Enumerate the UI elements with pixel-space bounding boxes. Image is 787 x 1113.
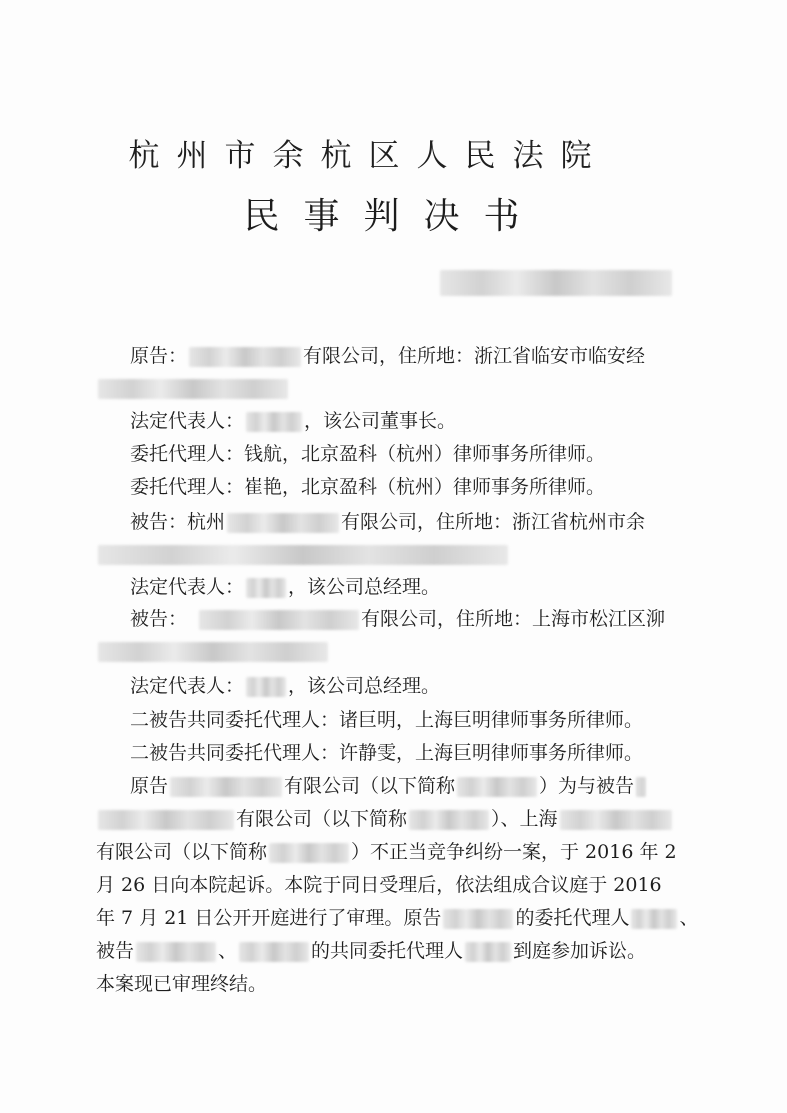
defendant2-address-cont <box>96 638 330 664</box>
body-text: 的共同委托代理人 <box>311 940 464 962</box>
redaction <box>199 610 359 630</box>
legal-rep-label: 法定代表人： <box>130 410 245 432</box>
body-line-7: 本案现已审理终结。 <box>96 973 268 995</box>
redaction <box>136 942 216 962</box>
court-name: 杭州市余杭区人民法院 <box>128 138 609 174</box>
redaction <box>246 677 286 697</box>
redaction <box>189 347 301 367</box>
body-line-2 <box>96 806 674 832</box>
legal-rep-label: 法定代表人： <box>130 576 245 598</box>
redaction <box>227 513 339 533</box>
redaction <box>98 379 288 399</box>
plaintiff-agent-2: 委托代理人：崔艳，北京盈科（杭州）律师事务所律师。 <box>130 476 606 498</box>
body-text: ）为与被告 <box>539 775 635 797</box>
redaction <box>269 843 349 863</box>
plaintiff-agent-1: 委托代理人：钱航，北京盈科（杭州）律师事务所律师。 <box>130 443 606 465</box>
body-text: 有限公司（以下简称 <box>96 841 268 863</box>
body-text: ）、上海 <box>491 808 558 830</box>
defendant1-line <box>130 509 645 535</box>
defendant2-line <box>130 606 665 632</box>
joint-agent-2: 二被告共同委托代理人：许静雯，上海巨明律师事务所律师。 <box>130 742 644 764</box>
redaction <box>239 942 309 962</box>
redaction <box>98 642 328 662</box>
defendant2-label: 被告： <box>130 608 188 630</box>
body-line-3 <box>96 839 677 865</box>
body-line-1 <box>130 773 648 799</box>
body-text: 原告 <box>130 775 169 797</box>
body-text: 到庭参加诉讼。 <box>513 940 647 962</box>
defendant1-legal-rep <box>130 574 440 600</box>
redaction <box>98 545 508 565</box>
redaction <box>246 412 302 432</box>
body-text: 、 <box>218 940 238 962</box>
defendant1-prefix: 被告：杭州 <box>130 511 226 533</box>
body-text: 被告 <box>96 940 135 962</box>
body-text: ）不正当竞争纠纷一案，于 2016 年 2 <box>351 841 677 863</box>
plaintiff-address-cont <box>96 375 290 401</box>
redaction <box>246 578 286 598</box>
redaction <box>170 777 282 797</box>
joint-agent-1: 二被告共同委托代理人：诸巨明，上海巨明律师事务所律师。 <box>130 709 644 731</box>
body-text: 的委托代理人 <box>515 907 630 929</box>
body-text: 有限公司（以下简称 <box>236 808 408 830</box>
redaction <box>409 810 489 830</box>
plaintiff-label: 原告： <box>130 345 188 367</box>
case-number-redacted <box>440 270 672 296</box>
redaction <box>465 942 511 962</box>
plaintiff-legal-rep <box>130 408 456 434</box>
defendant2-legal-rep <box>130 673 440 699</box>
legal-rep-label: 法定代表人： <box>130 675 245 697</box>
document-type-title: 民事判决书 <box>243 196 544 237</box>
body-text: 、 <box>679 907 699 929</box>
defendant1-address-cont <box>96 541 510 567</box>
redaction <box>560 810 672 830</box>
legal-rep-suffix: ，该公司总经理。 <box>288 576 441 598</box>
legal-rep-suffix: ，该公司董事长。 <box>304 410 457 432</box>
body-text: 年 7 月 21 日公开开庭进行了审理。原告 <box>96 907 442 929</box>
defendant1-address: 有限公司，住所地：浙江省杭州市余 <box>341 511 646 533</box>
redaction <box>631 909 677 929</box>
redaction <box>457 777 537 797</box>
redaction <box>636 777 646 797</box>
redaction <box>443 909 513 929</box>
body-line-5 <box>96 905 698 931</box>
plaintiff-line <box>130 343 645 369</box>
plaintiff-address: 有限公司，住所地：浙江省临安市临安经 <box>303 345 646 367</box>
redaction <box>98 810 234 830</box>
legal-rep-suffix: ，该公司总经理。 <box>288 675 441 697</box>
defendant2-address: 有限公司，住所地：上海市松江区泖 <box>361 608 666 630</box>
body-line-4: 月 26 日向本院起诉。本院于同日受理后，依法组成合议庭于 2016 <box>96 874 662 896</box>
body-line-6 <box>96 938 646 964</box>
body-text: 有限公司（以下简称 <box>284 775 456 797</box>
